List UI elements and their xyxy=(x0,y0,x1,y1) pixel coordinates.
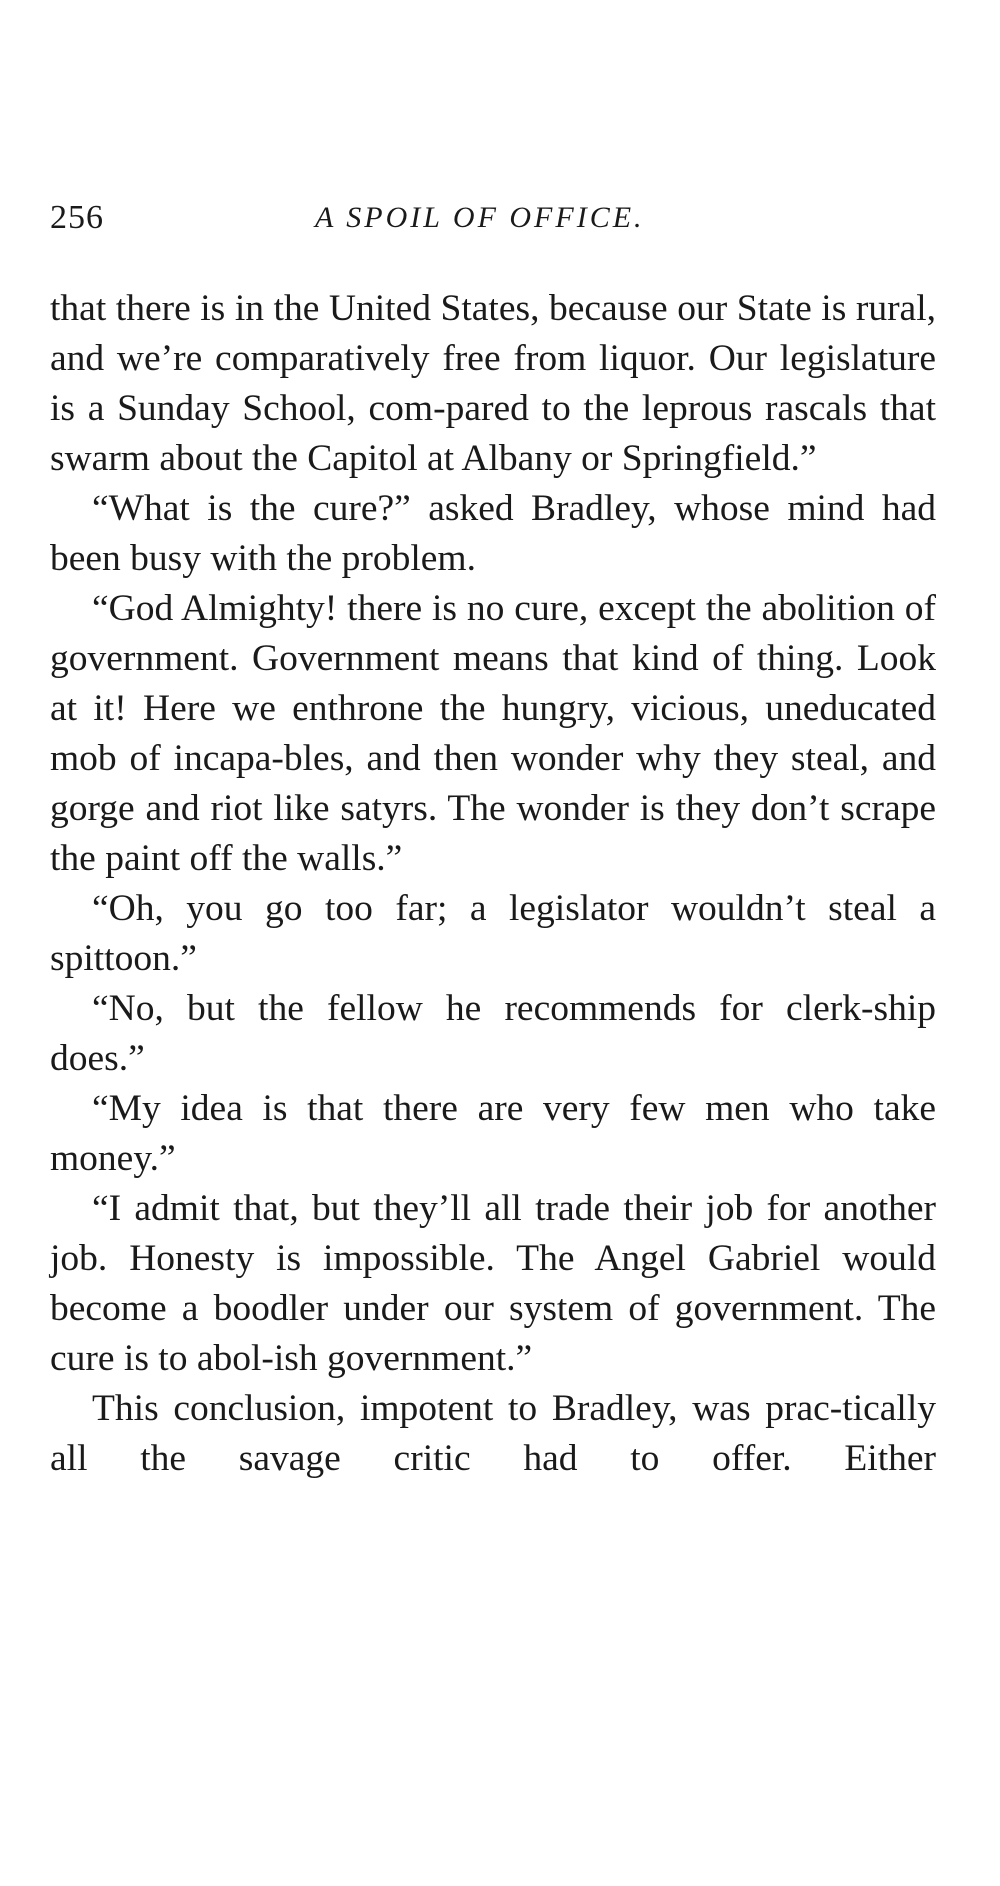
paragraph-honesty-impossible: “I admit that, but they’ll all trade their job for another job. Honesty is impossible. The Angel Gabriel would become a boodler under our system of government. The cure is to abol-ish government.” xyxy=(50,1188,936,1379)
paragraph-clerkship: “No, but the fellow he recommends for clerk-ship does.” xyxy=(50,988,936,1079)
page-header xyxy=(50,193,936,243)
page-number: 256 xyxy=(50,199,104,236)
body-text xyxy=(50,284,936,1484)
paragraph-god-almighty: “God Almighty! there is no cure, except the abolition of government. Government means that kind of thing. Look at it! Here we enthrone the hungry, vicious, uneducated mob of incapa-bles, and then wonder why they steal, and gorge and riot like satyrs. The wonder is they don’t scrape the paint off the walls.” xyxy=(50,588,936,879)
paragraph-you-go-too-far: “Oh, you go too far; a legislator wouldn’t steal a spittoon.” xyxy=(50,888,936,979)
paragraph-continuation: that there is in the United States, because our State is rural, and we’re comparatively free from liquor. Our legislature is a Sunday School, com-pared to the leprous rascals that swarm about the Capitol at Albany or Springfield.” xyxy=(50,288,936,479)
paragraph-take-money: “My idea is that there are very few men who take money.” xyxy=(50,1088,936,1179)
paragraph-what-is-the-cure: “What is the cure?” asked Bradley, whose mind had been busy with the problem. xyxy=(50,488,936,579)
running-title: A SPOIL OF OFFICE. xyxy=(315,201,645,234)
paragraph-conclusion: This conclusion, impotent to Bradley, was prac-tically all the savage critic had to offer. Either xyxy=(50,1388,936,1479)
